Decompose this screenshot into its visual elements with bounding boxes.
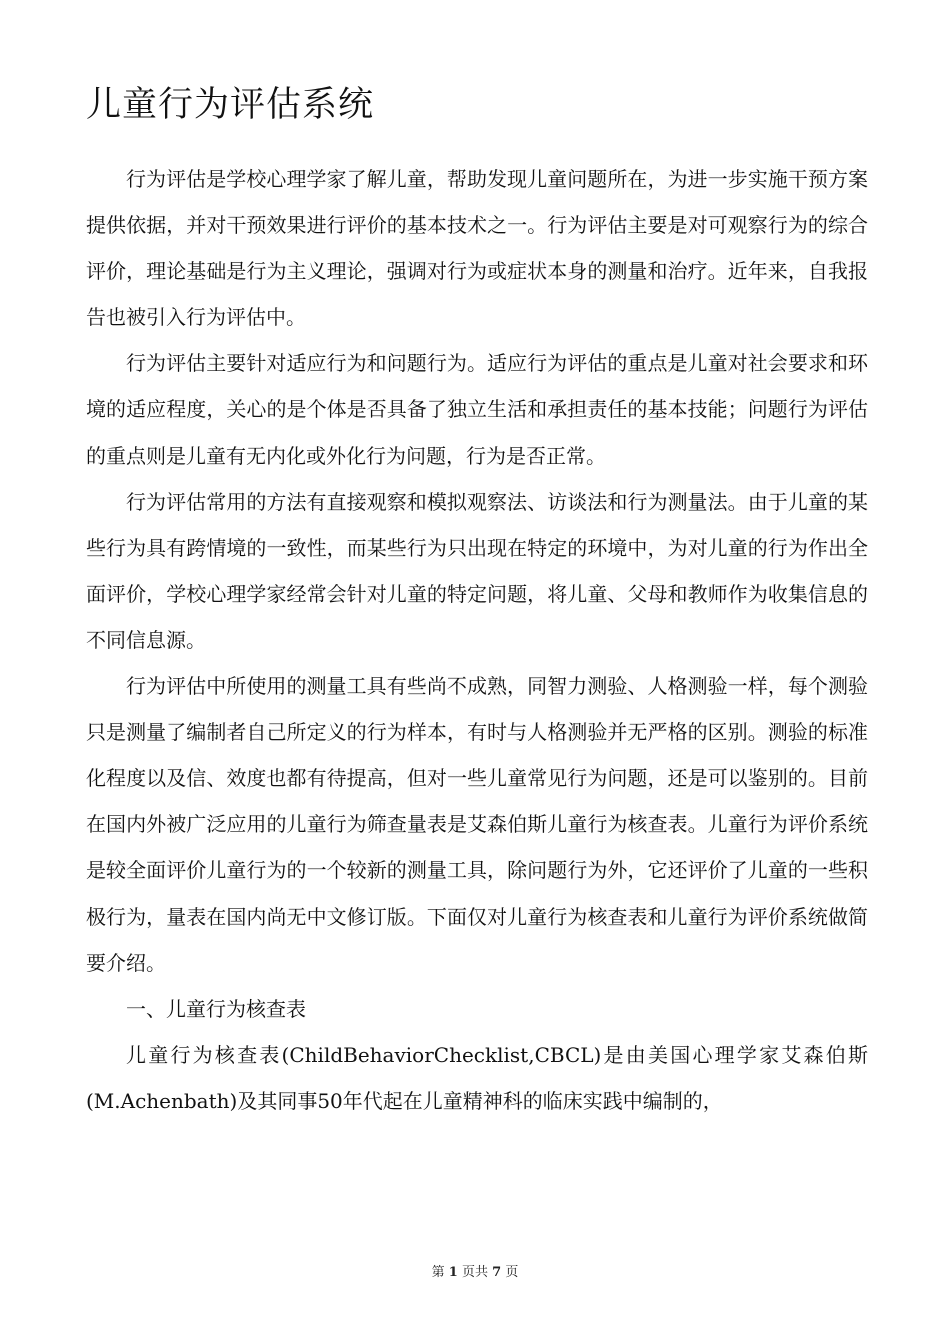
paragraph-adaptive-behavior: 行为评估主要针对适应行为和问题行为。适应行为评估的重点是儿童对社会要求和环境的适应程度，关心的是个体是否具备了独立生活和承担责任的基本技能；问题行为评估的重点则是儿童有无内化或外化行为问题，行为是否正常。	[86, 351, 868, 468]
document-body	[86, 156, 868, 1124]
paragraph-cbcl: 儿童行为核查表(ChildBehaviorChecklist,CBCL)是由美国心理学家艾森伯斯(M.Achenbath)及其同事50年代起在儿童精神科的临床实践中编制的，	[86, 1042, 868, 1113]
page-title: 儿童行为评估系统	[86, 85, 375, 125]
section-heading-cbcl: 一、儿童行为核查表	[126, 996, 306, 1021]
footer-suffix: 页	[505, 1265, 519, 1280]
paragraph-intro: 行为评估是学校心理学家了解儿童，帮助发现儿童问题所在，为进一步实施干预方案提供依据，并对干预效果进行评价的基本技术之一。行为评估主要是对可观察行为的综合评价，理论基础是行为主义理论，强调对行为或症状本身的测量和治疗。近年来，自我报告也被引入行为评估中。	[86, 167, 868, 330]
footer-middle: 页共	[461, 1265, 488, 1280]
footer-current-page: 1	[448, 1265, 458, 1280]
paragraph-measurement-tools: 行为评估中所使用的测量工具有些尚不成熟，同智力测验、人格测验一样，每个测验只是测量了编制者自己所定义的行为样本，有时与人格测验并无严格的区别。测验的标准化程度以及信、效度也都有待提高，但对一些儿童常见行为问题，还是可以鉴别的。目前在国内外被广泛应用的儿童行为筛查量表是艾森伯斯儿童行为核查表。儿童行为评价系统是较全面评价儿童行为的一个较新的测量工具，除问题行为外，它还评价了儿童的一些积极行为，量表在国内尚无中文修订版。下面仅对儿童行为核查表和儿童行为评价系统做简要介绍。	[86, 674, 868, 975]
page-footer	[0, 1264, 950, 1282]
footer-prefix: 第	[431, 1265, 445, 1280]
footer-total-pages: 7	[492, 1265, 502, 1280]
paragraph-methods: 行为评估常用的方法有直接观察和模拟观察法、访谈法和行为测量法。由于儿童的某些行为具有跨情境的一致性，而某些行为只出现在特定的环境中，为对儿童的行为作出全面评价，学校心理学家经常会针对儿童的特定问题，将儿童、父母和教师作为收集信息的不同信息源。	[86, 489, 868, 652]
